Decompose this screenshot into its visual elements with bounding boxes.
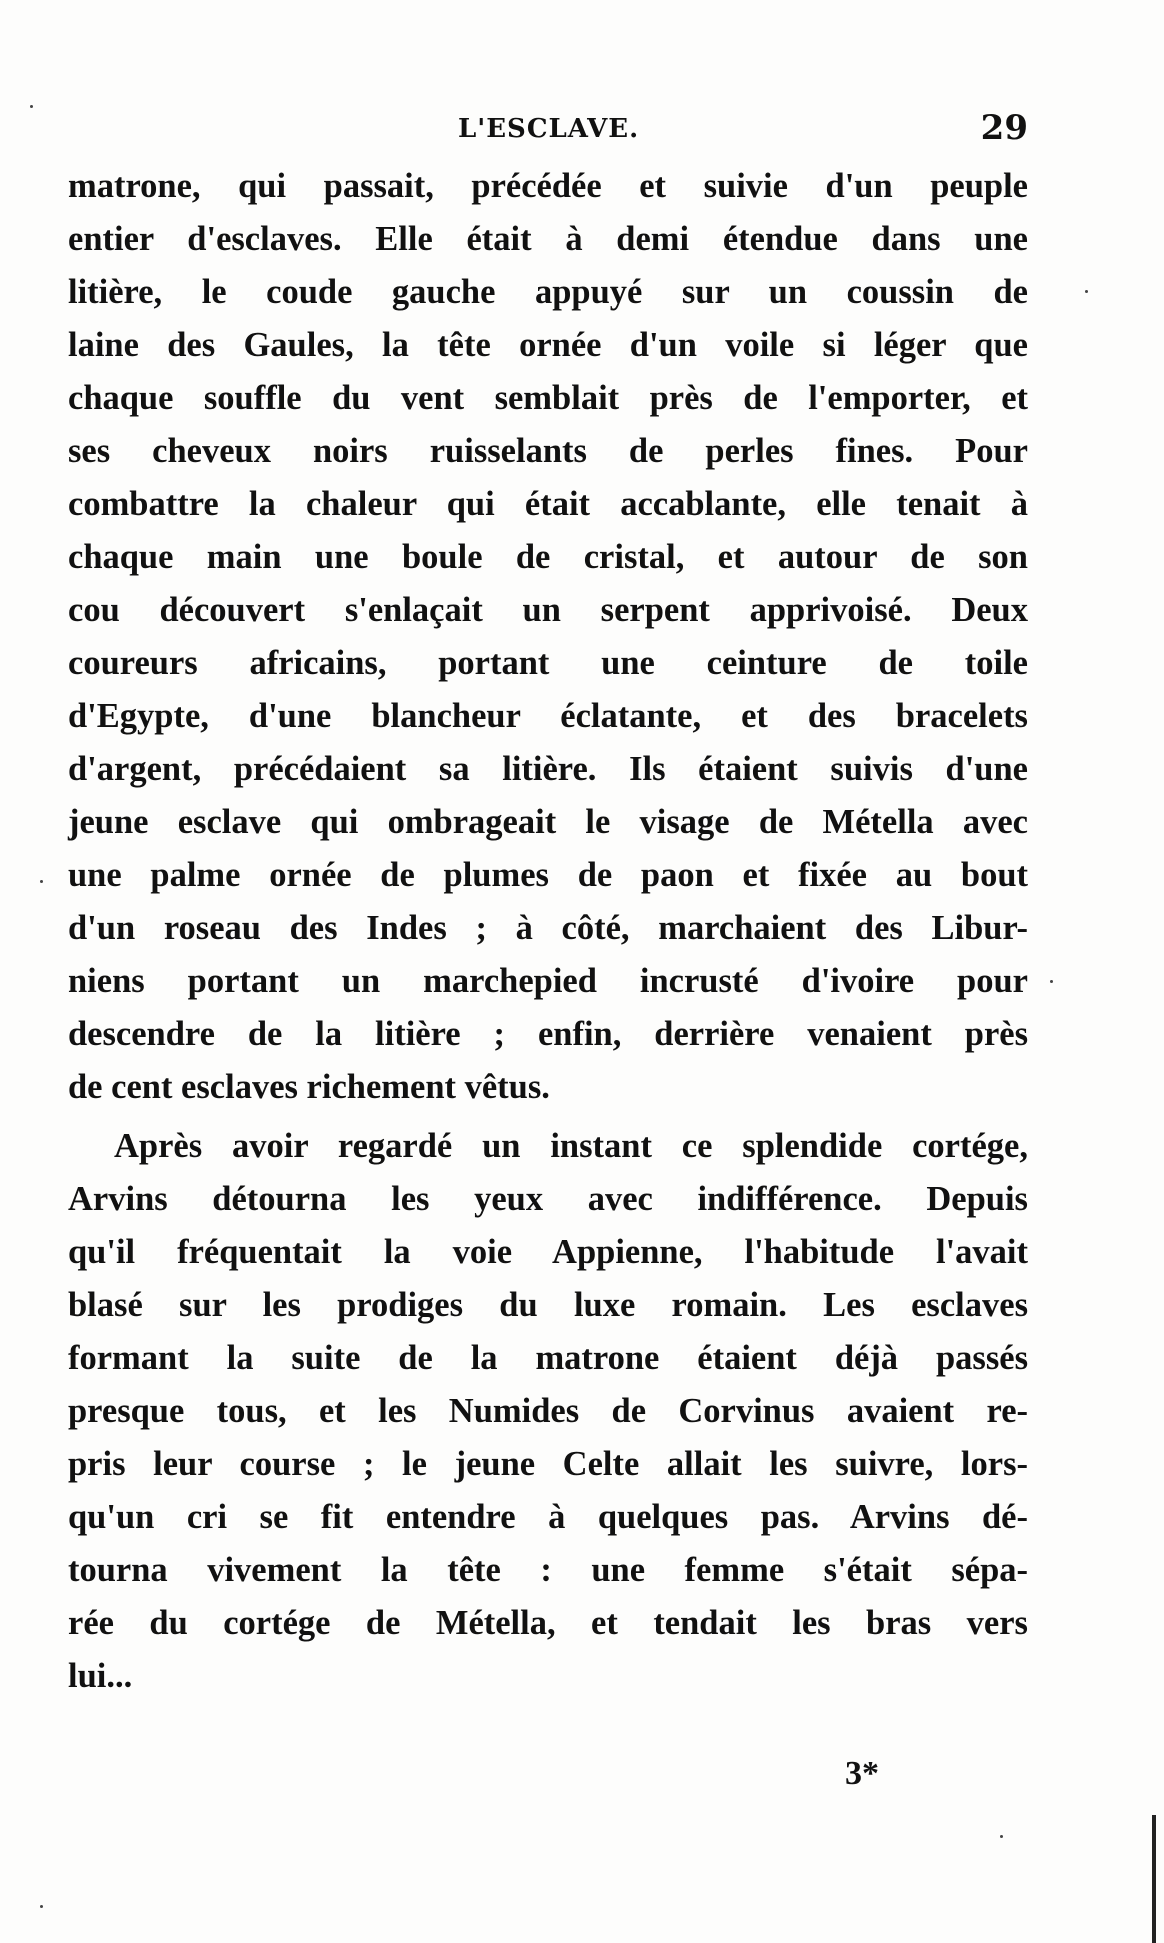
text-line: descendre de la litière ; enfin, derrière venaient près <box>68 1015 1028 1053</box>
scan-speck <box>40 1905 43 1908</box>
running-title: L'ESCLAVE. <box>458 114 640 144</box>
text-line: d'argent, précédaient sa litière. Ils étaient suivis d'une <box>68 750 1028 788</box>
scan-speck <box>1000 1835 1003 1838</box>
text-line: Après avoir regardé un instant ce splendide cortége, <box>114 1127 1028 1165</box>
text-line: blasé sur les prodiges du luxe romain. Les esclaves <box>68 1286 1028 1324</box>
text-line: niens portant un marchepied incrusté d'ivoire pour <box>68 962 1028 1000</box>
scan-edge-line <box>1152 1815 1156 1943</box>
text-line: tourna vivement la tête : une femme s'était sépa- <box>68 1551 1028 1589</box>
body-text <box>68 160 1028 1703</box>
text-line: une palme ornée de plumes de paon et fixée au bout <box>68 856 1028 894</box>
signature-mark: 3* <box>845 1755 879 1792</box>
text-line: litière, le coude gauche appuyé sur un coussin de <box>68 273 1028 311</box>
text-line: presque tous, et les Numides de Corvinus avaient re- <box>68 1392 1028 1430</box>
text-line: cou découvert s'enlaçait un serpent apprivoisé. Deux <box>68 591 1028 629</box>
text-line: entier d'esclaves. Elle était à demi étendue dans une <box>68 220 1028 258</box>
text-line: chaque main une boule de cristal, et autour de son <box>68 538 1028 576</box>
text-line: matrone, qui passait, précédée et suivie d'un peuple <box>68 167 1028 205</box>
scan-speck <box>40 880 43 883</box>
text-line: formant la suite de la matrone étaient déjà passés <box>68 1339 1028 1377</box>
scan-speck <box>1050 980 1053 983</box>
scan-speck <box>1085 290 1088 293</box>
text-line: coureurs africains, portant une ceinture de toile <box>68 644 1028 682</box>
text-line: qu'un cri se fit entendre à quelques pas. Arvins dé- <box>68 1498 1028 1536</box>
text-line: de cent esclaves richement vêtus. <box>68 1068 550 1106</box>
text-line: pris leur course ; le jeune Celte allait les suivre, lors- <box>68 1445 1028 1483</box>
text-line: jeune esclave qui ombrageait le visage de Métella avec <box>68 803 1028 841</box>
text-line: laine des Gaules, la tête ornée d'un voile si léger que <box>68 326 1028 364</box>
text-line: Arvins détourna les yeux avec indifférence. Depuis <box>68 1180 1028 1218</box>
paragraph-1 <box>68 160 1028 1114</box>
paragraph-2 <box>68 1120 1028 1703</box>
text-line: rée du cortége de Métella, et tendait les bras vers <box>68 1604 1028 1642</box>
text-line: qu'il fréquentait la voie Appienne, l'habitude l'avait <box>68 1233 1028 1271</box>
text-line: combattre la chaleur qui était accablante, elle tenait à <box>68 485 1028 523</box>
scan-speck <box>30 105 33 108</box>
text-line: d'Egypte, d'une blancheur éclatante, et des bracelets <box>68 697 1028 735</box>
page-number: 29 <box>980 108 1028 148</box>
text-line: lui... <box>68 1657 133 1695</box>
text-line: chaque souffle du vent semblait près de l'emporter, et <box>68 379 1028 417</box>
text-line: d'un roseau des Indes ; à côté, marchaient des Libur- <box>68 909 1028 947</box>
running-head <box>68 108 1028 148</box>
text-line: ses cheveux noirs ruisselants de perles fines. Pour <box>68 432 1028 470</box>
